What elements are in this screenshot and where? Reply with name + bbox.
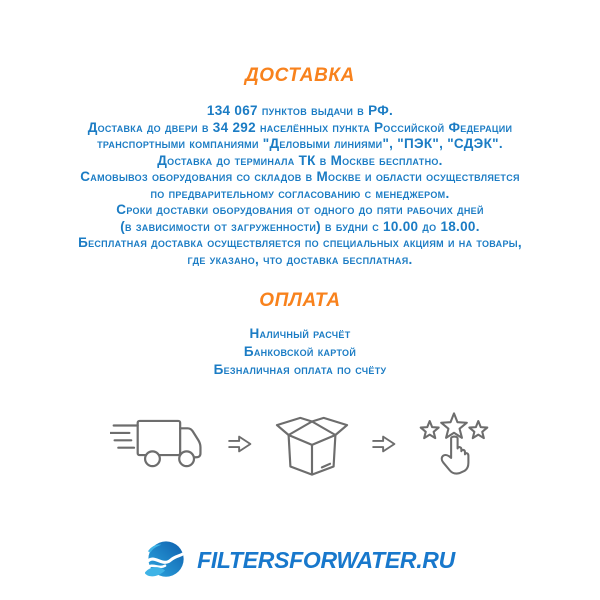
- delivery-text-line: Бесплатная доставка осуществляется по специальных акциям и на товары,: [78, 235, 522, 250]
- payment-text: [0, 325, 600, 379]
- payment-text-line: Безналичная оплата по счёту: [213, 362, 387, 377]
- delivery-text-line: Самовывоз оборудования со складов в Москве и области осуществляется: [80, 169, 520, 184]
- site-logo[interactable]: [0, 539, 600, 581]
- delivery-text-line: Сроки доставки оборудования от одного до пяти рабочих дней: [116, 202, 484, 217]
- payment-text-line: Наличный расчёт: [249, 326, 351, 341]
- delivery-text-line: Доставка до двери в 34 292 населённых пункта Российской Федерации: [87, 119, 513, 135]
- delivery-text: [0, 103, 600, 268]
- payment-section: [0, 289, 600, 379]
- water-waves-globe-icon: [145, 539, 187, 581]
- delivery-text-line: где указано, что доставка бесплатная.: [187, 251, 413, 267]
- open-box-icon: [274, 408, 350, 480]
- site-logo-text: FILTERSFORWATER.RU: [197, 546, 455, 573]
- delivery-truck-icon: [110, 414, 206, 474]
- payment-section-title: ОПЛАТА: [259, 290, 341, 311]
- delivery-text-line: транспортными компаниями "Деловыми линиями", "ПЭК", "СДЭК".: [97, 136, 503, 151]
- arrow-right-icon: [227, 434, 253, 454]
- delivery-section-title: ДОСТАВКА: [244, 65, 356, 86]
- rating-stars-hand-icon: [418, 407, 490, 481]
- delivery-text-line: Доставка до терминала ТК в Москве бесплатно.: [157, 152, 443, 168]
- payment-text-line: Банковской картой: [243, 344, 357, 359]
- delivery-section: [0, 64, 600, 268]
- delivery-text-line: по предварительному согласованию с менеджером.: [150, 185, 450, 201]
- delivery-process-icons: [0, 405, 600, 483]
- delivery-text-line: (в зависимости от загруженности) в будни с 10.00 до 18.00.: [120, 218, 480, 234]
- arrow-right-icon: [371, 434, 397, 454]
- delivery-text-line: 134 067 пунктов выдачи в РФ.: [206, 103, 394, 118]
